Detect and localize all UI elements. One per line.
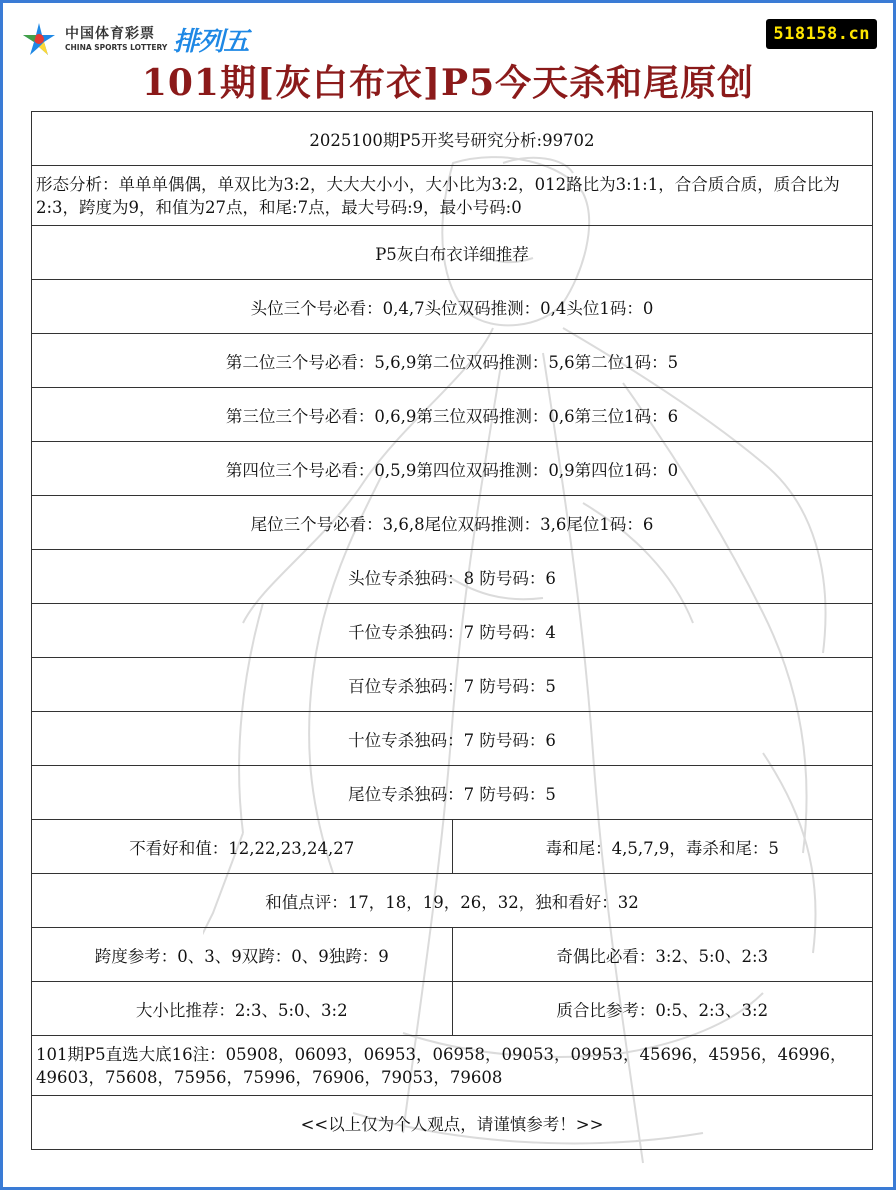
excluded-sums-cell: 不看好和值：12,22,23,24,27 (32, 820, 453, 874)
kill-tail-row: 尾位专杀独码：7 防号码：5 (32, 766, 873, 820)
kill-tens-row: 十位专杀独码：7 防号码：6 (32, 712, 873, 766)
position-3-row: 第三位三个号必看：0,6,9第三位双码推测：0,6第三位1码：6 (32, 388, 873, 442)
pattern-analysis-row: 形态分析：单单单偶偶，单双比为3:2，大大大小小，大小比为3:2，012路比为3:1:1，合合质合质，质合比为2:3，跨度为9，和值为27点，和尾:7点，最大号码:9，最小号码:0 (32, 166, 873, 226)
lottery-star-icon (19, 19, 59, 59)
logo-english-text: CHINA SPORTS LOTTERY (65, 42, 168, 52)
prediction-table (31, 111, 873, 1150)
draw-result-row: 2025100期P5开奖号研究分析:99702 (32, 112, 873, 166)
site-badge[interactable]: 518158.cn (766, 19, 877, 49)
position-2-row: 第二位三个号必看：5,6,9第二位双码推测：5,6第二位1码：5 (32, 334, 873, 388)
logo-chinese-text: 中国体育彩票 (65, 25, 155, 42)
big-small-cell: 大小比推荐：2:3、5:0、3:2 (32, 982, 453, 1036)
sum-comment-row: 和值点评：17，18，19，26，32，独和看好：32 (32, 874, 873, 928)
toxic-tail-cell: 毒和尾：4,5,7,9，毒杀和尾：5 (452, 820, 873, 874)
position-4-row: 第四位三个号必看：0,5,9第四位双码推测：0,9第四位1码：0 (32, 442, 873, 496)
position-5-row: 尾位三个号必看：3,6,8尾位双码推测：3,6尾位1码：6 (32, 496, 873, 550)
section-heading-row: P5灰白布衣详细推荐 (32, 226, 873, 280)
prime-composite-cell: 质合比参考：0:5、2:3、3:2 (452, 982, 873, 1036)
kill-thousands-row: 千位专杀独码：7 防号码：4 (32, 604, 873, 658)
odd-even-cell: 奇偶比必看：3:2、5:0、2:3 (452, 928, 873, 982)
span-reference-cell: 跨度参考：0、3、9双跨：0、9独跨：9 (32, 928, 453, 982)
disclaimer-row: <<以上仅为个人观点，请谨慎参考！>> (32, 1096, 873, 1150)
page-title: 101期[灰白布衣]P5今天杀和尾原创 (141, 62, 755, 104)
position-1-row: 头位三个号必看：0,4,7头位双码推测：0,4头位1码：0 (32, 280, 873, 334)
lottery-logo (19, 19, 248, 59)
logo-brand-text: 排列五 (173, 26, 249, 57)
kill-head-row: 头位专杀独码：8 防号码：6 (32, 550, 873, 604)
kill-hundreds-row: 百位专杀独码：7 防号码：5 (32, 658, 873, 712)
direct-picks-row: 101期P5直选大底16注：05908，06093，06953，06958，09053，09953，45696，45956，46996，49603，75608，75956，75996，76906，79053，79608 (32, 1036, 873, 1096)
